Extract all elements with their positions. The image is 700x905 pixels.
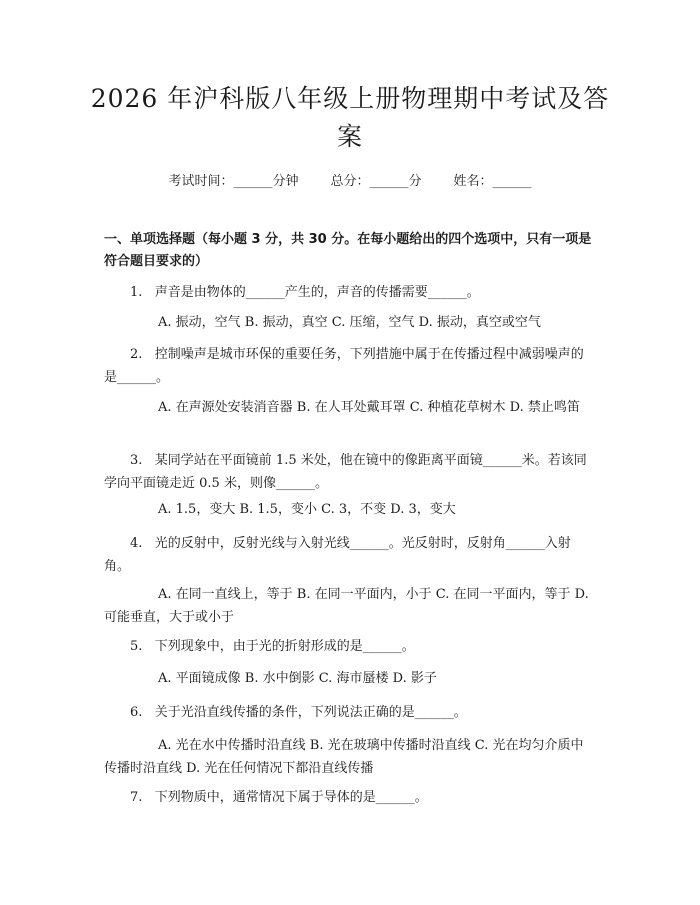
question-options: A. 在声源处安装消音器 B. 在人耳处戴耳罩 C. 种植花草树木 D. 禁止鸣笛	[158, 400, 580, 415]
exam-time: 考试时间：______分钟	[168, 174, 299, 189]
question-options: A. 在同一直线上，等于 B. 在同一平面内，小于 C. 在同一平面内，等于 D. 可能垂直，大于或小于	[104, 587, 593, 625]
question-options: A. 光在水中传播时沿直线 B. 光在玻璃中传播时沿直线 C. 光在均匀介质中传播时沿直线 D. 光在任何情况下都沿直线传播	[104, 738, 584, 776]
page-title: 2026 年沪科版八年级上册物理期中考试及答案	[90, 84, 610, 151]
student-name: 姓名：______	[453, 174, 532, 189]
question-stem: 1. 声音是由物体的______产生的，声音的传播需要______。	[130, 285, 480, 300]
exam-meta	[0, 170, 700, 189]
question-stem: 5. 下列现象中，由于光的折射形成的是______。	[130, 639, 415, 654]
question-stem: 2. 控制噪声是城市环保的重要任务，下列措施中属于在传播过程中减弱噪声的是______。	[104, 347, 584, 385]
question-options: A. 振动，空气 B. 振动，真空 C. 压缩，空气 D. 振动，真空或空气	[158, 315, 541, 330]
exam-total-score: 总分：______分	[330, 174, 422, 189]
question-options: A. 平面镜成像 B. 水中倒影 C. 海市蜃楼 D. 影子	[158, 671, 437, 686]
question-options: A. 1.5，变大 B. 1.5，变小 C. 3，不变 D. 3，变大	[158, 502, 456, 517]
section-heading: 一、单项选择题（每小题 3 分，共 30 分。在每小题给出的四个选项中，只有一项是符合题目要求的）	[104, 232, 592, 269]
question-stem: 4. 光的反射中，反射光线与入射光线______。光反射时，反射角______入射角。	[104, 536, 571, 574]
question-stem: 7. 下列物质中，通常情况下属于导体的是______。	[130, 790, 428, 805]
question-stem: 3. 某同学站在平面镜前 1.5 米处，他在镜中的像距离平面镜______米。若该同学向平面镜走近 0.5 米，则像______。	[104, 453, 587, 491]
question-stem: 6. 关于光沿直线传播的条件，下列说法正确的是______。	[130, 705, 467, 720]
